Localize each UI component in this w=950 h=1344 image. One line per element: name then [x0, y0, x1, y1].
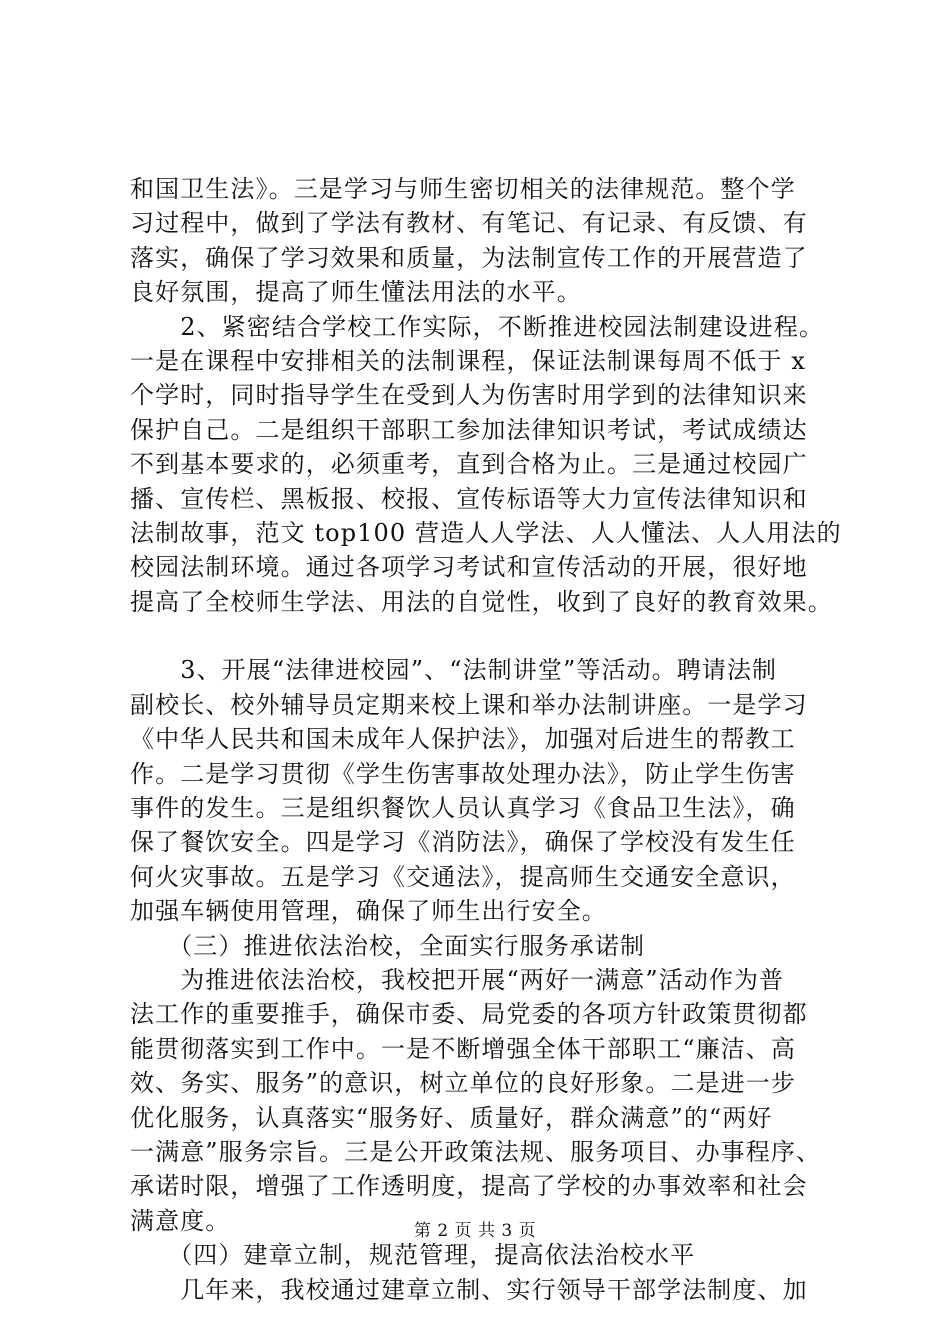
text-line: 不到基本要求的，必须重考，直到合格为止。三是通过校园广: [130, 450, 808, 479]
text-line: 为推进依法治校，我校把开展“两好一满意”活动作为普: [130, 965, 785, 994]
text-line: 满意度。: [130, 1206, 231, 1235]
text-line: 2、紧密结合学校工作实际，不断推进校园法制建设进程。: [130, 312, 825, 341]
text-line: 保了餐饮安全。四是学习《消防法》，确保了学校没有发生任: [130, 828, 796, 857]
text-line: 副校长、校外辅导员定期来校上课和举办法制讲座。一是学习: [130, 690, 808, 719]
text-line: 校园法制环境。通过各项学习考试和宣传活动的开展，很好地: [130, 553, 808, 582]
text-line: 良好氛围，提高了师生懂法用法的水平。: [130, 278, 582, 307]
text-line: 和国卫生法》。三是学习与师生密切相关的法律规范。整个学: [130, 175, 796, 203]
text-line: 事件的发生。三是组织餐饮人员认真学习《食品卫生法》，确: [130, 794, 796, 823]
text-line: 落实，确保了学习效果和质量，为法制宣传工作的开展营造了: [130, 243, 808, 272]
text-line: 能贯彻落实到工作中。一是不断增强全体干部职工“廉洁、高: [130, 1034, 796, 1063]
section-heading: （四）建章立制，规范管理，提高依法治校水平: [130, 1241, 696, 1270]
text-line: 效、务实、服务”的意识，树立单位的良好形象。二是进一步: [130, 1069, 796, 1098]
text-line: 法制故事，范文 top100 营造人人学法、人人懂法、人人用法的: [130, 518, 842, 547]
text-line: 习过程中，做到了学法有教材、有笔记、有记录、有反馈、有: [130, 209, 808, 238]
section-heading: （三）推进依法治校，全面实行服务承诺制: [130, 931, 646, 960]
text-line: 几年来，我校通过建章立制、实行领导干部学法制度、加: [130, 1275, 808, 1304]
text-line: 一是在课程中安排相关的法制课程，保证法制课每周不低于 x: [130, 346, 806, 375]
text-line: 何火灾事故。五是学习《交通法》，提高师生交通安全意识，: [130, 862, 796, 891]
text-line: 承诺时限，增强了工作透明度，提高了学校的办事效率和社会: [130, 1172, 808, 1201]
text-line: 个学时，同时指导学生在受到人为伤害时用学到的法律知识来: [130, 381, 808, 410]
text-line: 《中华人民共和国未成年人保护法》，加强对后进生的帮教工: [130, 725, 796, 754]
text-line: 保护自己。二是组织干部职工参加法律知识考试，考试成绩达: [130, 415, 808, 444]
blank-line: [130, 619, 850, 653]
text-line: 加强车辆使用管理，确保了师生出行安全。: [130, 897, 607, 926]
text-line: 播、宣传栏、黑板报、校报、宣传标语等大力宣传法律知识和: [130, 484, 808, 513]
text-line: 3、开展“法律进校园”、“法制讲堂”等活动。聘请法制: [130, 656, 778, 685]
page-footer: [0, 1216, 950, 1241]
text-line: 法工作的重要推手，确保市委、局党委的各项方针政策贯彻都: [130, 1000, 808, 1029]
text-line: 优化服务，认真落实“服务好、质量好，群众满意”的“两好: [130, 1103, 773, 1132]
page-number-label: 第 2 页 共 3 页: [413, 1221, 537, 1241]
text-line: 一满意”服务宗旨。三是公开政策法规、服务项目、办事程序、: [130, 1137, 822, 1166]
document-body: [130, 172, 850, 1307]
text-line: 提高了全校师生学法、用法的自觉性，收到了良好的教育效果。: [130, 587, 833, 616]
text-line: 作。二是学习贯彻《学生伤害事故处理办法》，防止学生伤害: [130, 759, 796, 788]
